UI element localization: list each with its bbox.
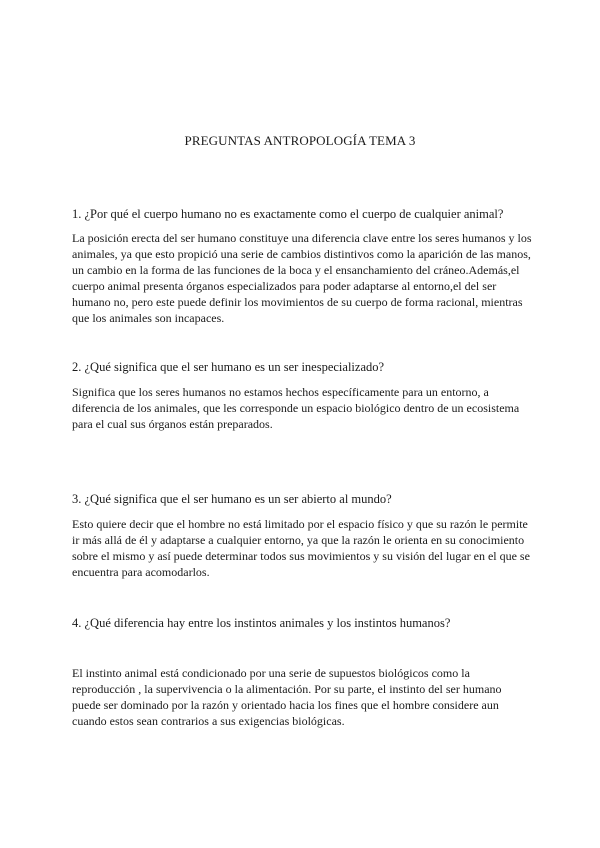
question-2: 2. ¿Qué significa que el ser humano es un ser inespecializado?	[72, 360, 385, 374]
question-4: 4. ¿Qué diferencia hay entre los instintos animales y los instintos humanos?	[72, 616, 451, 630]
question-1: 1. ¿Por qué el cuerpo humano no es exactamente como el cuerpo de cualquier animal?	[72, 207, 504, 221]
question-3: 3. ¿Qué significa que el ser humano es un ser abierto al mundo?	[72, 492, 392, 506]
answer-2: Significa que los seres humanos no estamos hechos específicamente para un entorno, a diferencia de los animales, que les corresponde un espacio biológico dentro de un ecosistema para el cual sus órganos están preparados.	[72, 385, 520, 431]
answer-4: El instinto animal está condicionado por una serie de supuestos biológicos como la reproducción , la supervivencia o la alimentación. Por su parte, el instinto del ser humano puede ser dominado por la razón y orientado hacia los fines que el hombre considere aun cuando estos sean contrarios a sus exigencias biológicas.	[72, 666, 502, 728]
answer-1: La posición erecta del ser humano constituye una diferencia clave entre los seres humanos y los animales, ya que esto propició una serie de cambios distintivos como la aparición de las manos, un cambio en la forma de las funciones de la boca y el ensanchamiento del cráneo.Además,el cuerpo animal presenta órganos especializados para poder adaptarse al entorno,el del ser humano no, pero este puede definir los movimientos de su cuerpo de forma racional, mientras que los animales son incapaces.	[72, 231, 532, 325]
answer-3: Esto quiere decir que el hombre no está limitado por el espacio físico y que su razón le permite ir más allá de él y adaptarse a cualquier entorno, ya que la razón le orienta en su conocimiento sobre el mismo y así puede determinar todos sus movimientos y su visión del lugar en el que se encuentra para acomodarlos.	[72, 517, 530, 579]
document-title: PREGUNTAS ANTROPOLOGÍA TEMA 3	[184, 133, 416, 148]
